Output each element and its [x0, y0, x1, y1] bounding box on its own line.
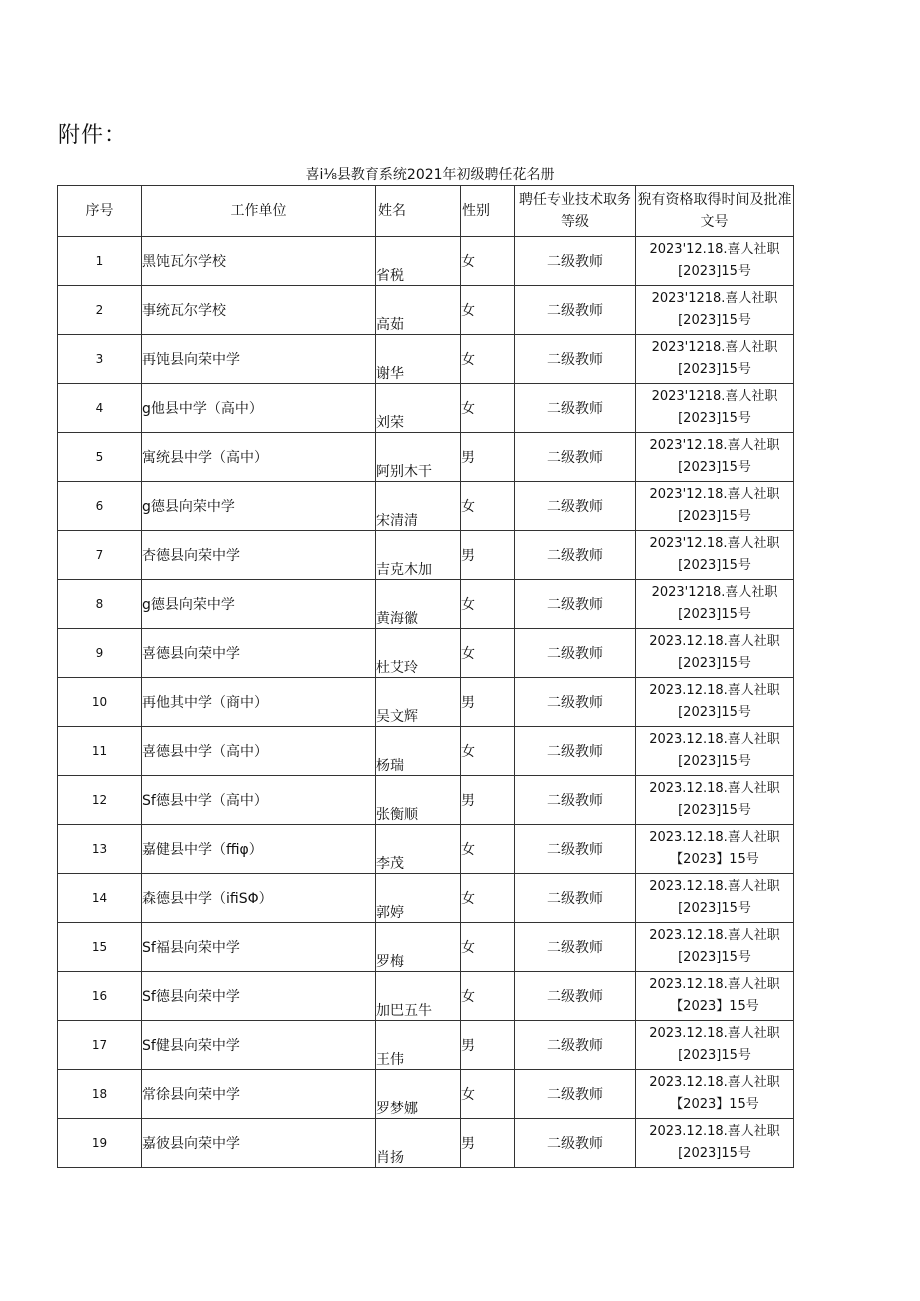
header-title-grade: 聘任专业技术取务等级 [515, 186, 636, 237]
row-number-cell: 5 [58, 433, 142, 482]
table-row [58, 1119, 794, 1168]
table-row [58, 335, 794, 384]
qualification-date-line: 2023'1218.喜人社职 [651, 291, 778, 306]
work-unit-cell: Sf健县向荣中学 [142, 1021, 376, 1070]
title-grade-cell: 二级教师 [515, 629, 636, 678]
row-number-cell: 17 [58, 1021, 142, 1070]
person-name-cell: 张衡顺 [376, 776, 461, 825]
row-number-cell: 15 [58, 923, 142, 972]
gender-cell: 男 [461, 433, 515, 482]
person-name-cell: 谢华 [376, 335, 461, 384]
table-row [58, 1070, 794, 1119]
qualification-doc-cell [636, 1021, 794, 1070]
person-name-cell: 加巴五牛 [376, 972, 461, 1021]
title-grade-cell: 二级教师 [515, 433, 636, 482]
qualification-doc-cell [636, 335, 794, 384]
row-number-cell: 10 [58, 678, 142, 727]
title-grade-cell: 二级教师 [515, 286, 636, 335]
document-number-line: [2023]15号 [678, 411, 751, 426]
qualification-date-line: 2023'1218.喜人社职 [651, 389, 778, 404]
work-unit-cell: 嘉彼县向荣中学 [142, 1119, 376, 1168]
document-number-line: 【2023】15号 [670, 999, 759, 1014]
gender-cell: 女 [461, 825, 515, 874]
title-grade-cell: 二级教师 [515, 874, 636, 923]
table-row [58, 727, 794, 776]
row-number-cell: 14 [58, 874, 142, 923]
document-number-line: [2023]15号 [678, 901, 751, 916]
table-row [58, 384, 794, 433]
title-grade-cell: 二级教师 [515, 1021, 636, 1070]
document-number-line: [2023]15号 [678, 313, 751, 328]
qualification-doc-cell [636, 482, 794, 531]
title-grade-cell: 二级教师 [515, 972, 636, 1021]
work-unit-cell: 杏德县向荣中学 [142, 531, 376, 580]
gender-cell: 女 [461, 629, 515, 678]
qualification-doc-cell [636, 678, 794, 727]
work-unit-cell: 黑饨瓦尔学校 [142, 237, 376, 286]
table-row [58, 923, 794, 972]
work-unit-cell: Sf德县向荣中学 [142, 972, 376, 1021]
person-name-cell: 杜艾玲 [376, 629, 461, 678]
qualification-doc-cell [636, 1070, 794, 1119]
row-number-cell: 19 [58, 1119, 142, 1168]
person-name-cell: 吴文辉 [376, 678, 461, 727]
table-row [58, 433, 794, 482]
gender-cell: 女 [461, 384, 515, 433]
gender-cell: 男 [461, 531, 515, 580]
work-unit-cell: 再他其中学（商中） [142, 678, 376, 727]
title-grade-cell: 二级教师 [515, 237, 636, 286]
document-number-line: [2023]15号 [678, 264, 751, 279]
person-name-cell: 吉克木加 [376, 531, 461, 580]
work-unit-cell: 嘉健县中学（ffiφ） [142, 825, 376, 874]
document-number-line: 【2023】15号 [670, 1097, 759, 1112]
gender-cell: 女 [461, 1070, 515, 1119]
qualification-date-line: 2023'1218.喜人社职 [651, 340, 778, 355]
qualification-doc-cell [636, 237, 794, 286]
row-number-cell: 9 [58, 629, 142, 678]
qualification-date-line: 2023.12.18.喜人社职 [649, 830, 780, 845]
qualification-date-line: 2023'12.18.喜人社职 [649, 536, 780, 551]
work-unit-cell: 寓统县中学（高中） [142, 433, 376, 482]
document-number-line: [2023]15号 [678, 705, 751, 720]
gender-cell: 女 [461, 727, 515, 776]
table-row [58, 825, 794, 874]
table-header-row [58, 186, 794, 237]
document-number-line: [2023]15号 [678, 803, 751, 818]
qualification-doc-cell [636, 972, 794, 1021]
gender-cell: 女 [461, 972, 515, 1021]
header-name: 姓名 [376, 186, 461, 237]
qualification-date-line: 2023'12.18.喜人社职 [649, 438, 780, 453]
document-number-line: 【2023】15号 [670, 852, 759, 867]
table-row [58, 629, 794, 678]
title-grade-cell: 二级教师 [515, 776, 636, 825]
work-unit-cell: g德县向荣中学 [142, 580, 376, 629]
work-unit-cell: 事统瓦尔学校 [142, 286, 376, 335]
gender-cell: 男 [461, 1021, 515, 1070]
person-name-cell: 肖扬 [376, 1119, 461, 1168]
gender-cell: 女 [461, 482, 515, 531]
qualification-doc-cell [636, 629, 794, 678]
document-number-line: [2023]15号 [678, 558, 751, 573]
person-name-cell: 省税 [376, 237, 461, 286]
qualification-doc-cell [636, 727, 794, 776]
gender-cell: 女 [461, 286, 515, 335]
qualification-date-line: 2023.12.18.喜人社职 [649, 683, 780, 698]
row-number-cell: 7 [58, 531, 142, 580]
qualification-date-line: 2023.12.18.喜人社职 [649, 781, 780, 796]
row-number-cell: 4 [58, 384, 142, 433]
gender-cell: 男 [461, 1119, 515, 1168]
person-name-cell: 郭婷 [376, 874, 461, 923]
title-grade-cell: 二级教师 [515, 531, 636, 580]
qualification-doc-cell [636, 776, 794, 825]
row-number-cell: 6 [58, 482, 142, 531]
qualification-date-line: 2023.12.18.喜人社职 [649, 1026, 780, 1041]
person-name-cell: 杨瑞 [376, 727, 461, 776]
qualification-date-line: 2023.12.18.喜人社职 [649, 1124, 780, 1139]
gender-cell: 男 [461, 678, 515, 727]
table-body [58, 237, 794, 1168]
header-unit: 工作单位 [142, 186, 376, 237]
title-grade-cell: 二级教师 [515, 727, 636, 776]
row-number-cell: 1 [58, 237, 142, 286]
title-grade-cell: 二级教师 [515, 825, 636, 874]
person-name-cell: 王伟 [376, 1021, 461, 1070]
qualification-date-line: 2023.12.18.喜人社职 [649, 928, 780, 943]
gender-cell: 女 [461, 923, 515, 972]
appointment-roster-table [57, 185, 794, 1168]
qualification-date-line: 2023.12.18.喜人社职 [649, 879, 780, 894]
table-row [58, 678, 794, 727]
qualification-doc-cell [636, 1119, 794, 1168]
person-name-cell: 罗梦娜 [376, 1070, 461, 1119]
header-no: 序号 [58, 186, 142, 237]
row-number-cell: 3 [58, 335, 142, 384]
table-row [58, 531, 794, 580]
attachment-label: 附件： [58, 123, 128, 148]
qualification-date-line: 2023.12.18.喜人社职 [649, 977, 780, 992]
gender-cell: 女 [461, 580, 515, 629]
document-number-line: [2023]15号 [678, 950, 751, 965]
title-grade-cell: 二级教师 [515, 580, 636, 629]
work-unit-cell: 喜德县向荣中学 [142, 629, 376, 678]
table-row [58, 482, 794, 531]
title-grade-cell: 二级教师 [515, 1070, 636, 1119]
qualification-date-line: 2023'1218.喜人社职 [651, 585, 778, 600]
table-row [58, 776, 794, 825]
title-grade-cell: 二级教师 [515, 384, 636, 433]
row-number-cell: 16 [58, 972, 142, 1021]
gender-cell: 女 [461, 874, 515, 923]
table-title: 喜i⅛县教育系统2021年初级聘任花名册 [305, 167, 555, 183]
row-number-cell: 18 [58, 1070, 142, 1119]
qualification-doc-cell [636, 825, 794, 874]
qualification-date-line: 2023.12.18.喜人社职 [649, 1075, 780, 1090]
row-number-cell: 11 [58, 727, 142, 776]
document-number-line: [2023]15号 [678, 460, 751, 475]
gender-cell: 女 [461, 237, 515, 286]
person-name-cell: 罗梅 [376, 923, 461, 972]
title-grade-cell: 二级教师 [515, 678, 636, 727]
document-number-line: [2023]15号 [678, 1048, 751, 1063]
document-number-line: [2023]15号 [678, 754, 751, 769]
table-row [58, 1021, 794, 1070]
qualification-doc-cell [636, 580, 794, 629]
title-grade-cell: 二级教师 [515, 482, 636, 531]
person-name-cell: 刘荣 [376, 384, 461, 433]
qualification-doc-cell [636, 433, 794, 482]
person-name-cell: 黄海徽 [376, 580, 461, 629]
document-number-line: [2023]15号 [678, 1146, 751, 1161]
person-name-cell: 阿别木干 [376, 433, 461, 482]
gender-cell: 男 [461, 776, 515, 825]
qualification-date-line: 2023.12.18.喜人社职 [649, 634, 780, 649]
qualification-doc-cell [636, 286, 794, 335]
title-grade-cell: 二级教师 [515, 1119, 636, 1168]
work-unit-cell: 常徐县向荣中学 [142, 1070, 376, 1119]
qualification-date-line: 2023'12.18.喜人社职 [649, 487, 780, 502]
qualification-doc-cell [636, 923, 794, 972]
person-name-cell: 高茹 [376, 286, 461, 335]
row-number-cell: 13 [58, 825, 142, 874]
table-row [58, 874, 794, 923]
document-number-line: [2023]15号 [678, 656, 751, 671]
row-number-cell: 8 [58, 580, 142, 629]
title-grade-cell: 二级教师 [515, 335, 636, 384]
document-number-line: [2023]15号 [678, 509, 751, 524]
document-number-line: [2023]15号 [678, 362, 751, 377]
table-row [58, 237, 794, 286]
person-name-cell: 李茂 [376, 825, 461, 874]
qualification-date-line: 2023.12.18.喜人社职 [649, 732, 780, 747]
work-unit-cell: g他县中学（高中） [142, 384, 376, 433]
work-unit-cell: Sf福县向荣中学 [142, 923, 376, 972]
header-qualification-doc: 猊有资格取得时间及批准文号 [636, 186, 794, 237]
row-number-cell: 2 [58, 286, 142, 335]
table-row [58, 286, 794, 335]
table-row [58, 972, 794, 1021]
qualification-doc-cell [636, 874, 794, 923]
qualification-doc-cell [636, 384, 794, 433]
table-row [58, 580, 794, 629]
work-unit-cell: 森德县中学（ifiSΦ） [142, 874, 376, 923]
document-number-line: [2023]15号 [678, 607, 751, 622]
qualification-date-line: 2023'12.18.喜人社职 [649, 242, 780, 257]
row-number-cell: 12 [58, 776, 142, 825]
gender-cell: 女 [461, 335, 515, 384]
title-grade-cell: 二级教师 [515, 923, 636, 972]
work-unit-cell: 再饨县向荣中学 [142, 335, 376, 384]
person-name-cell: 宋清清 [376, 482, 461, 531]
header-sex: 性别 [461, 186, 515, 237]
work-unit-cell: 喜德县中学（高中） [142, 727, 376, 776]
work-unit-cell: g德县向荣中学 [142, 482, 376, 531]
work-unit-cell: Sf德县中学（高中） [142, 776, 376, 825]
qualification-doc-cell [636, 531, 794, 580]
